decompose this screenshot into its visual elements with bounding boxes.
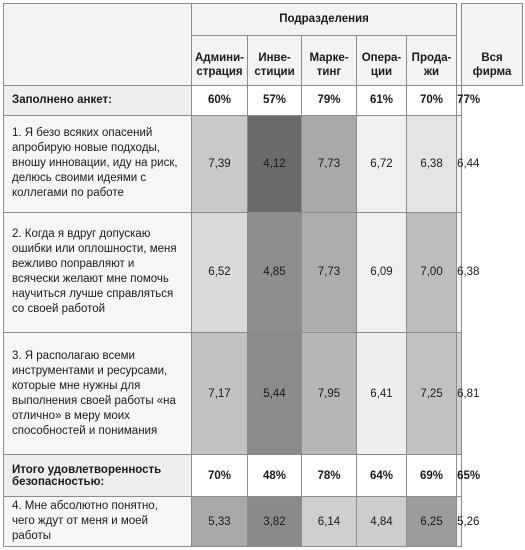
percent-cell: 78%	[302, 455, 357, 497]
score-cell: 4,84	[357, 497, 407, 547]
score-cell: 4,85	[248, 212, 302, 332]
score-cell: 6,14	[302, 497, 357, 547]
question-row	[4, 497, 523, 547]
score-cell: 6,72	[357, 115, 407, 212]
company-score-cell: 6,81	[457, 332, 462, 454]
score-cell: 7,25	[407, 332, 457, 454]
percent-cell: 64%	[357, 455, 407, 497]
department-header: Опера- ции	[357, 35, 407, 86]
department-header: Прода- жи	[407, 35, 457, 86]
summary-label: Заполнено анкет:	[4, 86, 192, 116]
score-cell: 6,38	[407, 115, 457, 212]
score-cell: 5,33	[192, 497, 248, 547]
question-row	[4, 212, 523, 332]
whole-company-header: Вся фирма	[462, 4, 523, 86]
score-cell: 7,95	[302, 332, 357, 454]
score-cell: 6,25	[407, 497, 457, 547]
score-cell: 7,17	[192, 332, 248, 454]
percent-cell: 48%	[248, 455, 302, 497]
score-cell: 7,73	[302, 212, 357, 332]
percent-cell: 69%	[407, 455, 457, 497]
percent-cell: 79%	[302, 86, 357, 116]
company-percent-cell: 65%	[457, 455, 462, 497]
percent-cell: 61%	[357, 86, 407, 116]
company-score-cell: 5,26	[457, 497, 462, 547]
score-cell: 6,52	[192, 212, 248, 332]
corner-cell	[4, 4, 192, 86]
question-row	[4, 115, 523, 212]
percent-cell: 70%	[407, 86, 457, 116]
department-header: Админи- страция	[192, 35, 248, 86]
question-row	[4, 332, 523, 454]
percent-cell: 57%	[248, 86, 302, 116]
score-cell: 5,44	[248, 332, 302, 454]
summary-label: Итого удовлетворенность безопасностью:	[4, 455, 192, 497]
question-label: 1. Я безо всяких опасений апробирую новые подходы, вношу инновации, иду на риск, делюсь своими идеями с коллегами по работе	[4, 115, 192, 212]
score-cell: 6,09	[357, 212, 407, 332]
question-label: 2. Когда я вдруг допускаю ошибки или оплошности, меня вежливо поправляют и всячески желают мне помочь научиться лучше справляться со своей работой	[4, 212, 192, 332]
survey-results-table	[3, 3, 523, 547]
company-percent-cell: 77%	[457, 86, 462, 116]
percent-cell: 70%	[192, 455, 248, 497]
score-cell: 6,41	[357, 332, 407, 454]
score-cell: 4,12	[248, 115, 302, 212]
company-score-cell: 6,38	[457, 212, 462, 332]
summary-row	[4, 86, 523, 116]
score-cell: 3,82	[248, 497, 302, 547]
department-header: Марке- тинг	[302, 35, 357, 86]
question-label: 3. Я располагаю всеми инструментами и ресурсами, которые мне нужны для выполнения своей работы «на отлично» в меру моих способностей и понимания	[4, 332, 192, 454]
percent-cell: 60%	[192, 86, 248, 116]
department-header: Инве- стиции	[248, 35, 302, 86]
score-cell: 7,00	[407, 212, 457, 332]
score-cell: 7,73	[302, 115, 357, 212]
company-score-cell: 6,44	[457, 115, 462, 212]
departments-group-header: Подразделения	[192, 4, 457, 36]
question-label: 4. Мне абсолютно понятно, чего ждут от меня и моей работы	[4, 497, 192, 547]
score-cell: 7,39	[192, 115, 248, 212]
summary-row	[4, 455, 523, 497]
